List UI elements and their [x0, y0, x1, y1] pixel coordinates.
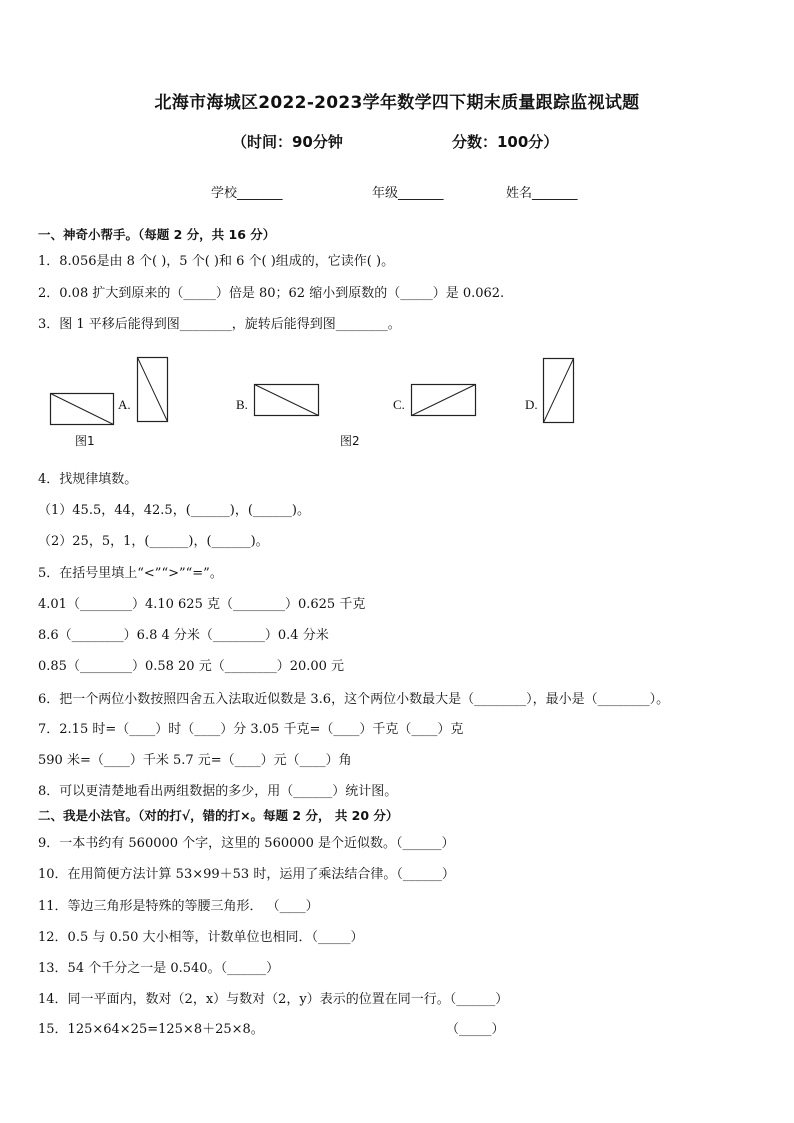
score-info: 分数：100分）	[452, 133, 559, 151]
name-field: 姓名_______	[506, 186, 578, 201]
figure-label-c: C.	[393, 397, 405, 412]
figure-1-caption: 图1	[75, 434, 95, 448]
figure-label-d: D.	[525, 397, 538, 412]
question-13: 13．54 个千分之一是 0.540。（______）	[38, 961, 280, 976]
grade-field: 年级_______	[372, 186, 444, 201]
question-11: 11．等边三角形是特殊的等腰三角形． （____）	[38, 899, 319, 914]
question-5: 5．在括号里填上“<”“>”“=”。	[38, 566, 223, 581]
question-15-answer-blank: （_____）	[446, 1022, 505, 1037]
figure-label-b: B.	[236, 397, 248, 412]
question-2: 2．0.08 扩大到原来的（_____）倍是 80；62 缩小到原数的（_____）是 0.062.	[38, 286, 505, 301]
question-5-row-3: 0.85（________）0.58 20 元（________）20.00 元	[38, 659, 345, 674]
question-8: 8．可以更清楚地看出两组数据的多少，用（______）统计图。	[38, 784, 398, 799]
page-title: 北海市海城区2022-2023学年数学四下期末质量跟踪监视试题	[154, 93, 640, 113]
figure-option-d	[543, 358, 575, 424]
question-5-row-1: 4.01（________）4.10 625 克（________）0.625 千克	[38, 597, 366, 612]
question-4-part-2: （2）25，5，1，(______)，(______)。	[38, 534, 269, 549]
question-5-row-2: 8.6（________）6.8 4 分米（________）0.4 分米	[38, 628, 329, 643]
question-7-row-2: 590 米=（____）千米 5.7 元=（____）元（____）角	[38, 753, 352, 768]
question-7-row-1: 7．2.15 时=（____）时（____）分 3.05 千克=（____）千克（____）克	[38, 722, 464, 737]
question-10: 10．在用简便方法计算 53×99＋53 时，运用了乘法结合律。（______）	[38, 867, 455, 882]
section2-heading: 二、我是小法官。（对的打√，错的打×。每题 2 分， 共 20 分）	[38, 808, 399, 823]
figure-option-a	[137, 357, 169, 423]
school-field: 学校_______	[211, 186, 283, 201]
question-9: 9．一本书约有 560000 个字，这里的 560000 是个近似数。（______）	[38, 836, 455, 851]
figure-option-c	[411, 384, 477, 418]
question-14: 14．同一平面内，数对（2，x）与数对（2，y）表示的位置在同一行。（______）	[38, 992, 509, 1007]
time-info: （时间：90分钟	[232, 133, 343, 151]
question-12: 12．0.5 与 0.50 大小相等，计数单位也相同．（_____）	[38, 930, 364, 945]
figure-label-a: A.	[118, 397, 131, 412]
figure-1-rectangle	[50, 393, 114, 427]
question-4-part-1: （1）45.5，44，42.5，(______)，(______)。	[38, 503, 310, 518]
question-15: 15．125×64×25=125×8＋25×8。	[38, 1022, 264, 1037]
question-6: 6．把一个两位小数按照四舍五入法取近似数是 3.6，这个两位小数最大是（________），最小是（________）。	[38, 692, 670, 707]
question-1: 1．8.056是由 8 个( )，5 个( )和 6 个( )组成的，它读作( )。	[38, 254, 395, 269]
question-3: 3．图 1 平移后能得到图________，旋转后能得到图________。	[38, 317, 401, 332]
figure-option-b	[254, 384, 320, 418]
section1-heading: 一、神奇小帮手。（每题 2 分，共 16 分）	[38, 227, 276, 242]
question-4: 4．找规律填数。	[38, 472, 138, 487]
figure-2-caption: 图2	[340, 434, 360, 448]
